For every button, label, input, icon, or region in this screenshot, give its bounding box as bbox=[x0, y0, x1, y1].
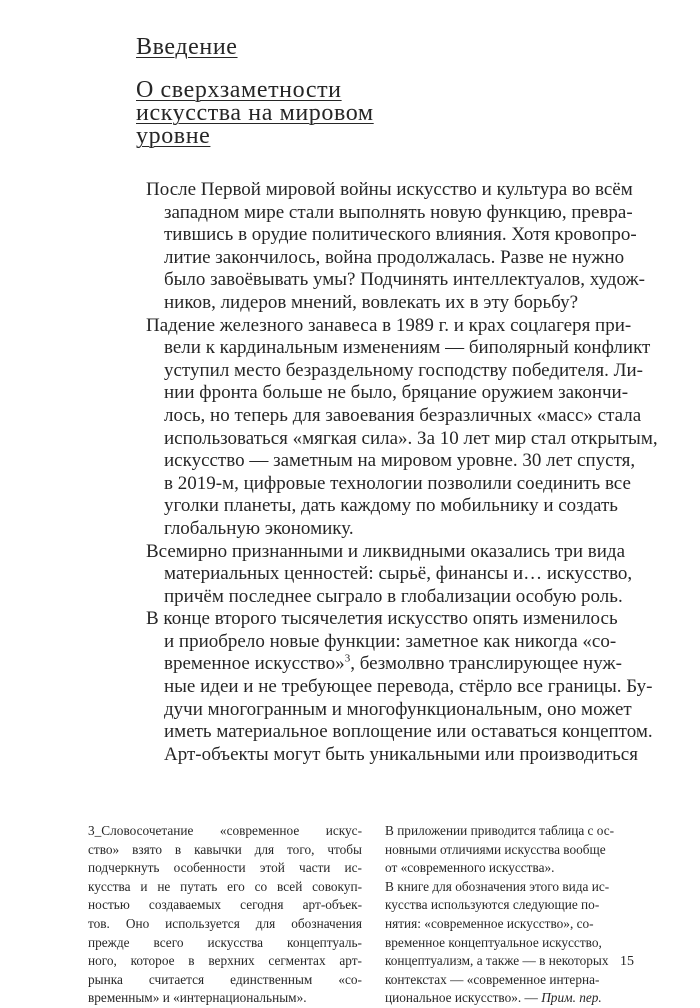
text-fragment: , безмолвно транслирующее нуж- bbox=[350, 653, 622, 675]
text-line: дучи многогранным и многофункциональным, оно может bbox=[164, 698, 632, 720]
footnote-line: В книге для обозначения этого вида ис- bbox=[385, 878, 610, 894]
footnote-line: кусства используются следующие по- bbox=[385, 897, 600, 913]
section-title-line: О сверхзаметности bbox=[136, 77, 342, 103]
text-line: Падение железного занавеса в 1989 г. и крах соцлагеря при- bbox=[146, 314, 632, 336]
footnote-line: ство» взято в кавычки для того, чтобы bbox=[88, 841, 362, 857]
footnote-ref[interactable]: 3 bbox=[344, 653, 351, 666]
footnote-line: прежде всего искусства концептуаль- bbox=[88, 934, 362, 950]
footnote-line: 3_Словосочетание «современное искус- bbox=[88, 823, 362, 838]
text-line: Арт-объекты могут быть уникальными или производиться bbox=[164, 743, 638, 765]
text-line: в 2019-м, цифровые технологии позволили соединить все bbox=[164, 472, 631, 494]
text-line: лось, но теперь для завоевания безразличных «масс» стала bbox=[164, 404, 642, 426]
text-line: причём последнее сыграло в глобализации особую роль. bbox=[164, 585, 623, 607]
footnote-line: подчеркнуть особенности этой части ис- bbox=[88, 860, 362, 876]
text-line: уступил место безраздельному господству победителя. Ли- bbox=[164, 359, 643, 381]
footnote-line: нятия: «современное искусство», со- bbox=[385, 915, 594, 931]
text-line: уголки планеты, дать каждому по мобильнику и создать bbox=[164, 495, 618, 517]
text-line: нии фронта больше не было, бряцание оружием закончи- bbox=[164, 382, 629, 404]
footnote-line: тов. Оно используется для обозначения bbox=[88, 915, 362, 931]
text-line: глобальную экономику. bbox=[164, 517, 354, 539]
footnote-right-column bbox=[385, 822, 615, 1008]
paragraph bbox=[146, 608, 653, 766]
paragraph bbox=[146, 540, 633, 609]
footnote-line: от «современного искусства». bbox=[385, 860, 555, 876]
footnote-line bbox=[385, 989, 602, 1008]
footnote-line: В приложении приводится таблица с ос- bbox=[385, 823, 615, 838]
footnote-line: концептуализм, а также — в некоторых bbox=[385, 953, 609, 969]
text-line bbox=[164, 653, 622, 676]
text-line: ников, лидеров мнений, вовлекать их в эту борьбу? bbox=[164, 291, 579, 313]
footnote-line: контекстах — «современное интерна- bbox=[385, 971, 600, 987]
footnote-line: временным» и «интернациональным». bbox=[88, 990, 307, 1006]
footnote-line: ного, которое в верхних сегментах арт- bbox=[88, 953, 362, 969]
text-line: После Первой мировой войны искусство и культура во всём bbox=[146, 179, 633, 200]
section-title bbox=[136, 79, 374, 148]
text-line: литие закончилось, война продолжалась. Разве не нужно bbox=[164, 246, 625, 268]
chapter-title: Введение bbox=[136, 34, 238, 60]
text-line: западном мире стали выполнять новую функцию, превра- bbox=[164, 201, 633, 223]
paragraph bbox=[146, 179, 645, 315]
paragraph bbox=[146, 314, 658, 541]
footnote-line: временное концептуальное искусство, bbox=[385, 934, 602, 950]
text-line: В конце второго тысячелетия искусство опять изменилось bbox=[146, 608, 618, 630]
footnote-line: кусства и не путать его со всей совокуп- bbox=[88, 878, 362, 894]
text-line: вели к кардинальным изменениям — биполярный конфликт bbox=[164, 337, 651, 359]
text-line: ные идеи и не требующее перевода, стёрло все границы. Бу- bbox=[164, 676, 653, 698]
body-text bbox=[146, 179, 658, 766]
text-line: искусство — заметным на мировом уровне. 30 лет спустя, bbox=[164, 450, 636, 472]
text-line: и приобрело новые функции: заметное как никогда «со- bbox=[164, 630, 617, 652]
section-title-line: уровне bbox=[136, 123, 211, 149]
text-line: материальных ценностей: сырьё, финансы и… искусство, bbox=[164, 563, 633, 585]
text-line: тившись в орудие политического влияния. Хотя кровопро- bbox=[164, 224, 637, 246]
footnote-line: рынка считается единственным «со- bbox=[88, 971, 362, 987]
footnote-line: новными отличиями искусства вообще bbox=[385, 841, 606, 857]
footnote-line: ностью создаваемых сегодня арт-объек- bbox=[88, 897, 362, 913]
text-fragment: временное искусство» bbox=[164, 653, 345, 675]
text-fragment: циональное искусство». — bbox=[385, 990, 538, 1006]
section-title-line: искусства на мировом bbox=[136, 100, 374, 126]
footnote-left-column bbox=[88, 822, 362, 1008]
text-line: использоваться «мягкая сила». За 10 лет мир стал открытым, bbox=[164, 427, 658, 449]
page-number: 15 bbox=[620, 954, 634, 969]
text-line: Всемирно признанными и ликвидными оказались три вида bbox=[146, 540, 626, 562]
text-line: было завоёвывать умы? Подчинять интеллектуалов, худож- bbox=[164, 269, 645, 291]
translator-note: Прим. пер. bbox=[541, 990, 602, 1006]
text-line: иметь материальное воплощение или оставаться концептом. bbox=[164, 721, 653, 743]
